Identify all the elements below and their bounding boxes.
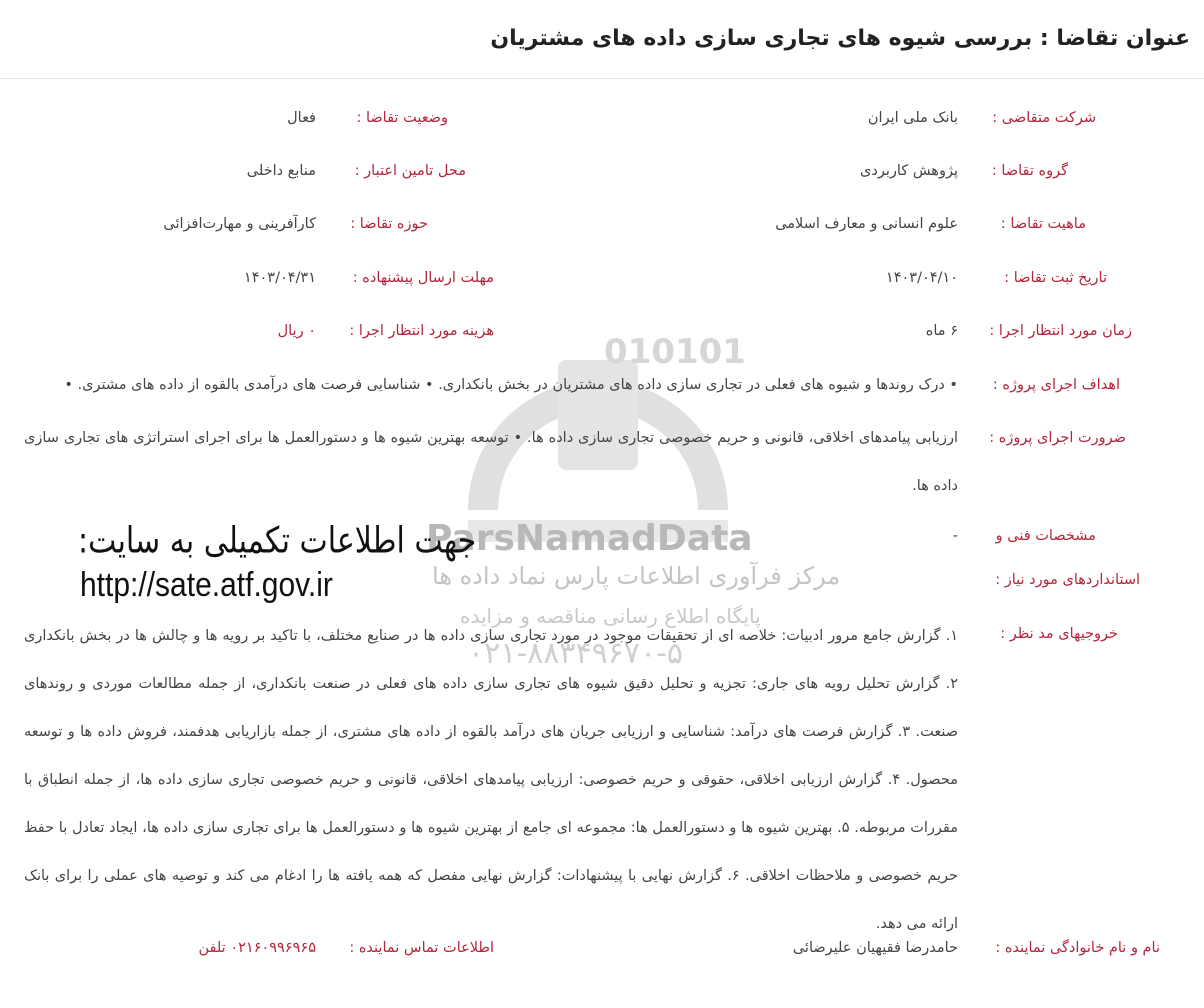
specs-label-line2: استانداردهای مورد نیاز : [995,572,1140,588]
group-value: پژوهش کاربردی [860,163,958,179]
domain-label: حوزه تقاضا : [350,216,428,232]
cost-value: ۰ ریال [277,323,316,339]
specs-value: - [952,528,958,544]
rep-contact-value: ۰۲۱۶۰۹۹۶۹۶۵ تلفن [198,940,316,956]
funding-label: محل تامین اعتبار : [354,163,466,179]
group-label: گروه تقاضا : [991,163,1068,179]
duration-value: ۶ ماه [925,323,958,339]
duration-label: زمان مورد انتظار اجرا : [989,323,1132,339]
page-title: عنوان تقاضا : بررسی شیوه های تجاری سازی داده های مشتریان [490,26,1190,51]
necessity-label: ضرورت اجرای پروژه : [989,430,1126,446]
status-value: فعال [287,110,316,126]
domain-value: کارآفرینی و مهارت‌افزائی [163,216,316,232]
header-divider [0,78,1204,79]
outputs-value: ۱. گزارش جامع مرور ادبیات: خلاصه ای از تحقیقات موجود در مورد تجاری سازی داده ها در صنایع مختلف، با تاکید بر رویه ها و چالش ها در بخش بانکداری ۲. گزارش تحلیل رویه های جاری: تجزیه و تحلیل دقیق شیوه های تجاری سازی داده های فعلی در صنعت بانکداری، از جمله مطالعات موردی و روندهای صنعت. ۳. گزارش فرصت های درآمد: شناسایی و ارزیابی جریان های درآمد بالقوه از داده های مشتری، از جمله بازاریابی هدفمند، فروش داده ها و توسعه محصول. ۴. گزارش ارزیابی اخلاقی، حقوقی و حریم خصوصی: ارزیابی پیامدهای اخلاقی، قانونی و حریم خصوصی تجاری سازی داده ها، از جمله انطباق با مقررات مربوطه. ۵. بهترین شیوه ها و دستورالعمل ها: مجموعه ای جامع از بهترین شیوه ها و دستورالعمل ها برای تجاری سازی داده ها، ایجاد تعادل با حفظ حریم خصوصی و ملاحظات اخلاقی. ۶. گزارش نهایی با پیشنهادات: گزارش نهایی مفصل که همه یافته ها را ادغام می کند و توصیه های عملی را برای بانک ارائه می دهد. [24,628,959,932]
status-label: وضعیت تقاضا : [356,110,448,126]
watermark-line1: مرکز فرآوری اطلاعات پارس نماد داده ها [432,562,841,590]
specs-label-line1: مشخصات فنی و [995,528,1096,544]
goals-label: اهداف اجرای پروژه : [992,377,1120,393]
deadline-label: مهلت ارسال پیشنهاده : [352,270,494,286]
company-label: شرکت متقاضی : [992,110,1096,126]
rep-name-value: حامدرضا فقیهیان علیرضائی [792,940,958,956]
stamp-info-text: جهت اطلاعات تکمیلی به سایت: [78,520,477,562]
rep-name-label: نام و نام خانوادگی نماینده : [995,940,1160,956]
reg-date-value: ۱۴۰۳/۰۴/۱۰ [885,270,958,286]
watermark-digits: 010101 [604,332,746,372]
deadline-value: ۱۴۰۳/۰۴/۳۱ [243,270,316,286]
outputs-label: خروجیهای مد نظر : [1000,626,1118,642]
reg-date-label: تاریخ ثبت تقاضا : [1004,270,1107,286]
nature-value: علوم انسانی و معارف اسلامی [775,216,958,232]
rep-contact-label: اطلاعات تماس نماینده : [349,940,494,956]
necessity-value: ارزیابی پیامدهای اخلاقی، قانونی و حریم خصوصی تجاری سازی داده ها. • توسعه بهترین شیوه ها و دستورالعمل ها برای اجرای استراتژی های تجاری سازی داده ها. [24,430,958,494]
watermark-line2: پایگاه اطلاع رسانی مناقصه و مزایده [460,604,761,628]
company-value: بانک ملی ایران [867,110,958,126]
nature-label: ماهیت تقاضا : [1000,216,1086,232]
stamp-url: http://sate.atf.gov.ir [80,566,333,604]
funding-value: منابع داخلی [246,163,316,179]
watermark-phone: ۰۲۱-۸۸۳۴۹۶۷۰-۵ [468,636,684,671]
cost-label: هزینه مورد انتظار اجرا : [349,323,494,339]
goals-value: • درک روندها و شیوه های فعلی در تجاری سازی داده های مشتریان در بخش بانکداری. • شناسایی فرصت های درآمدی بالقوه از داده های مشتری. • [64,377,958,393]
watermark-brand: ParsNamadData [426,518,753,559]
